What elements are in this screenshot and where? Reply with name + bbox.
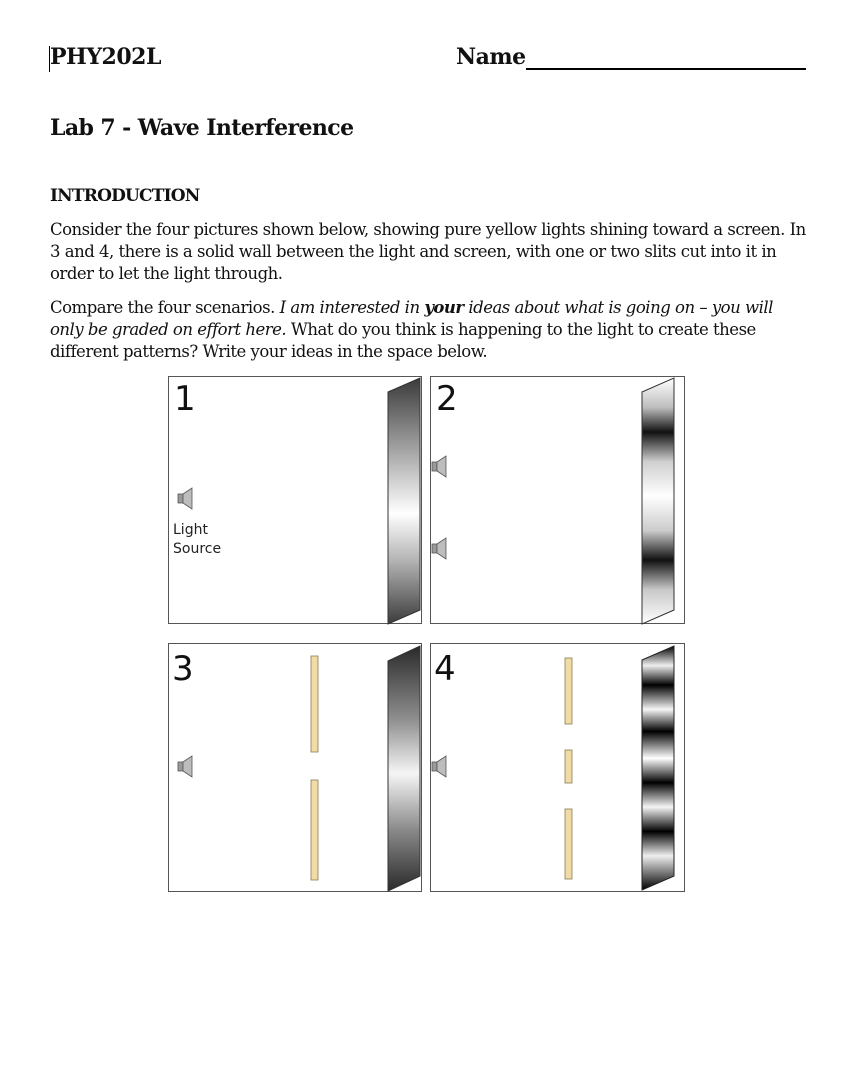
light-source-label-line1: Light [173,522,208,538]
screen-pattern-2 [642,378,674,624]
slit-wall-segment [565,658,572,724]
screen-pattern-4 [642,646,674,890]
paragraph-italic-b: ideas about what is going on – you will only be graded on effort here. [50,298,773,339]
page-header [50,44,806,76]
panel-1-frame [169,377,422,624]
name-field-line[interactable] [526,68,806,70]
intro-paragraph-1: Consider the four pictures shown below, showing pure yellow lights shining toward a screen. In 3 and 4, there is a solid wall between the light and screen, with one or two slits cut into it in order to let the light through. [50,220,806,283]
panel-3-frame [169,644,422,892]
panel-3-number: 3 [172,649,194,689]
paragraph-lead: Compare the four scenarios. [50,298,280,317]
paragraph-italic-a: I am interested in [279,298,425,317]
light-source-label-line2: Source [173,541,222,557]
lab-title: Lab 7 - Wave Interference [50,115,354,141]
panel-3 [169,644,422,892]
screen-pattern-3 [388,646,420,891]
interference-figure [168,376,688,896]
panel-4-number: 4 [434,649,456,689]
slit-wall-segment [311,656,318,752]
slit-wall-segment [565,750,572,783]
panel-1-number: 1 [174,379,196,419]
panel-4 [431,644,685,892]
slit-wall-segment [565,809,572,879]
paragraph-tail: What do you think is happening to the light to create these different patterns? Write your ideas in the space below. [50,320,756,361]
intro-paragraph-2 [50,297,810,363]
panel-1 [169,377,422,625]
name-label: Name [456,44,526,70]
course-code: PHY202L [50,44,161,70]
panel-2-number: 2 [436,379,458,419]
panel-2 [431,377,685,625]
slit-wall-segment [311,780,318,880]
screen-pattern-1 [388,378,420,624]
introduction-heading: INTRODUCTION [50,186,200,206]
paragraph-emphasis-your: your [424,298,464,317]
